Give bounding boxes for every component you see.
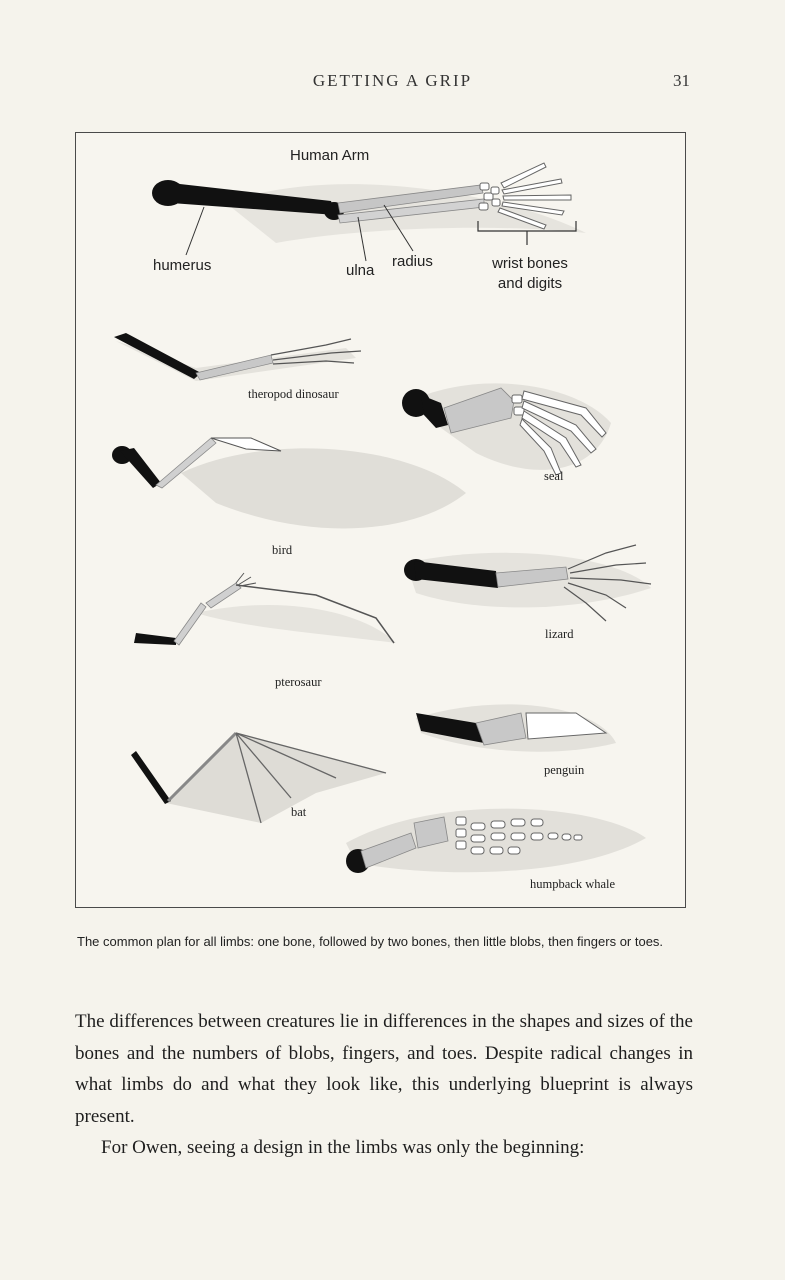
bat-wing-drawing — [131, 733, 386, 823]
ulna-label: ulna — [346, 262, 375, 279]
seal-label: seal — [544, 469, 564, 483]
body-text — [75, 1006, 693, 1164]
penguin-label: penguin — [544, 763, 585, 777]
whale-flipper-drawing — [346, 809, 646, 873]
theropod-limb-drawing — [114, 333, 361, 381]
whale-label: humpback whale — [530, 877, 616, 891]
penguin-flipper-drawing — [416, 704, 616, 751]
limb-illustration — [76, 133, 687, 909]
paragraph-2: For Owen, seeing a design in the limbs was only the beginning: — [101, 1137, 585, 1158]
bird-wing-drawing — [112, 438, 466, 528]
pterosaur-wing-drawing — [134, 573, 396, 645]
figure-caption: The common plan for all limbs: one bone, followed by two bones, then little blobs, then fingers or toes. — [77, 934, 664, 949]
limb-figure — [75, 132, 686, 908]
humerus-label: humerus — [153, 257, 212, 274]
bat-label: bat — [291, 805, 307, 819]
human-arm-drawing — [152, 163, 586, 261]
pterosaur-label: pterosaur — [275, 675, 322, 689]
seal-flipper-drawing — [402, 383, 611, 475]
paragraph-1: The differences between creatures lie in differences in the shapes and sizes of the bones and the numbers of blobs, fingers, and toes. Despite radical changes in what limbs do and what they look like, this underlying blueprint is always present. — [75, 1011, 693, 1127]
digits-label: and digits — [497, 275, 563, 292]
lizard-limb-drawing — [404, 545, 651, 621]
figure-title: Human Arm — [290, 147, 370, 164]
lizard-label: lizard — [545, 627, 574, 641]
radius-label: radius — [392, 253, 433, 270]
page-number: 31 — [673, 71, 690, 90]
running-head: GETTING A GRIP — [312, 71, 473, 90]
wrist-bones-label: wrist bones — [492, 255, 568, 272]
bird-label: bird — [272, 543, 293, 557]
theropod-label: theropod dinosaur — [248, 387, 339, 401]
